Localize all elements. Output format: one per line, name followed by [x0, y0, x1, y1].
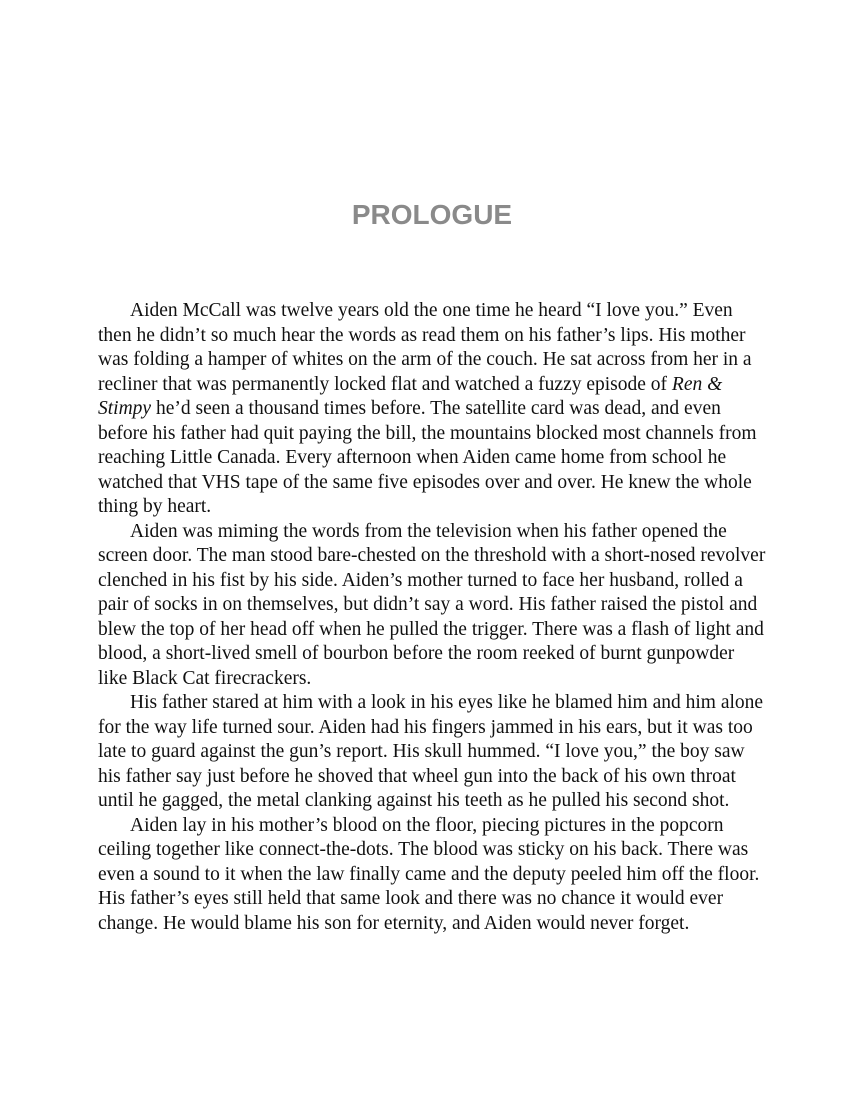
chapter-title: PROLOGUE	[351, 199, 513, 230]
paragraph-4: Aiden lay in his mother’s blood on the floor, piecing pictures in the popcorn ceiling together like connect-the-dots. The blood was sticky on his back. There was even a sound to it when the law finally came and the deputy peeled him off the floor. His father’s eyes still held that same look and there was no chance it would ever change. He would blame his son for eternity, and Aiden would never forget.	[98, 814, 760, 934]
paragraph-1-text-b: he’d seen a thousand times before. The satellite card was dead, and even before his father had quit paying the bill, the mountains blocked most channels from reaching Little Canada. Every afternoon when Aiden came home from school he watched that VHS tape of the same five episodes over and over. He knew the whole thing by heart.	[98, 398, 757, 517]
paragraph-1	[98, 299, 766, 520]
show-title: Ren & Stimpy	[98, 373, 723, 419]
paragraph-2: Aiden was miming the words from the television when his father opened the screen door. The man stood bare-chested on the threshold with a short-nosed revolver clenched in his fist by his side. Aiden’s mother turned to face her husband, rolled a pair of socks in on themselves, but didn’t say a word. His father raised the pistol and blew the top of her head off when he pulled the trigger. There was a flash of light and blood, a short-lived smell of bourbon before the room reeked of burnt gunpowder like Black Cat firecrackers.	[98, 520, 766, 689]
paragraph-1-text-a: Aiden McCall was twelve years old the one time he heard “I love you.” Even then he didn’t so much hear the words as read them on his father’s lips. His mother was folding a hamper of whites on the arm of the couch. He sat across from her in a recliner that was permanently locked flat and watched a fuzzy episode of	[98, 300, 752, 395]
paragraph-3: His father stared at him with a look in his eyes like he blamed him and him alone for the way life turned sour. Aiden had his fingers jammed in his ears, but it was too late to guard against the gun’s report. His skull hummed. “I love you,” the boy saw his father say just before he shoved that wheel gun into the back of his own throat until he gagged, the metal clanking against his teeth as he pulled his second shot.	[98, 692, 764, 811]
prologue-body	[98, 299, 766, 936]
